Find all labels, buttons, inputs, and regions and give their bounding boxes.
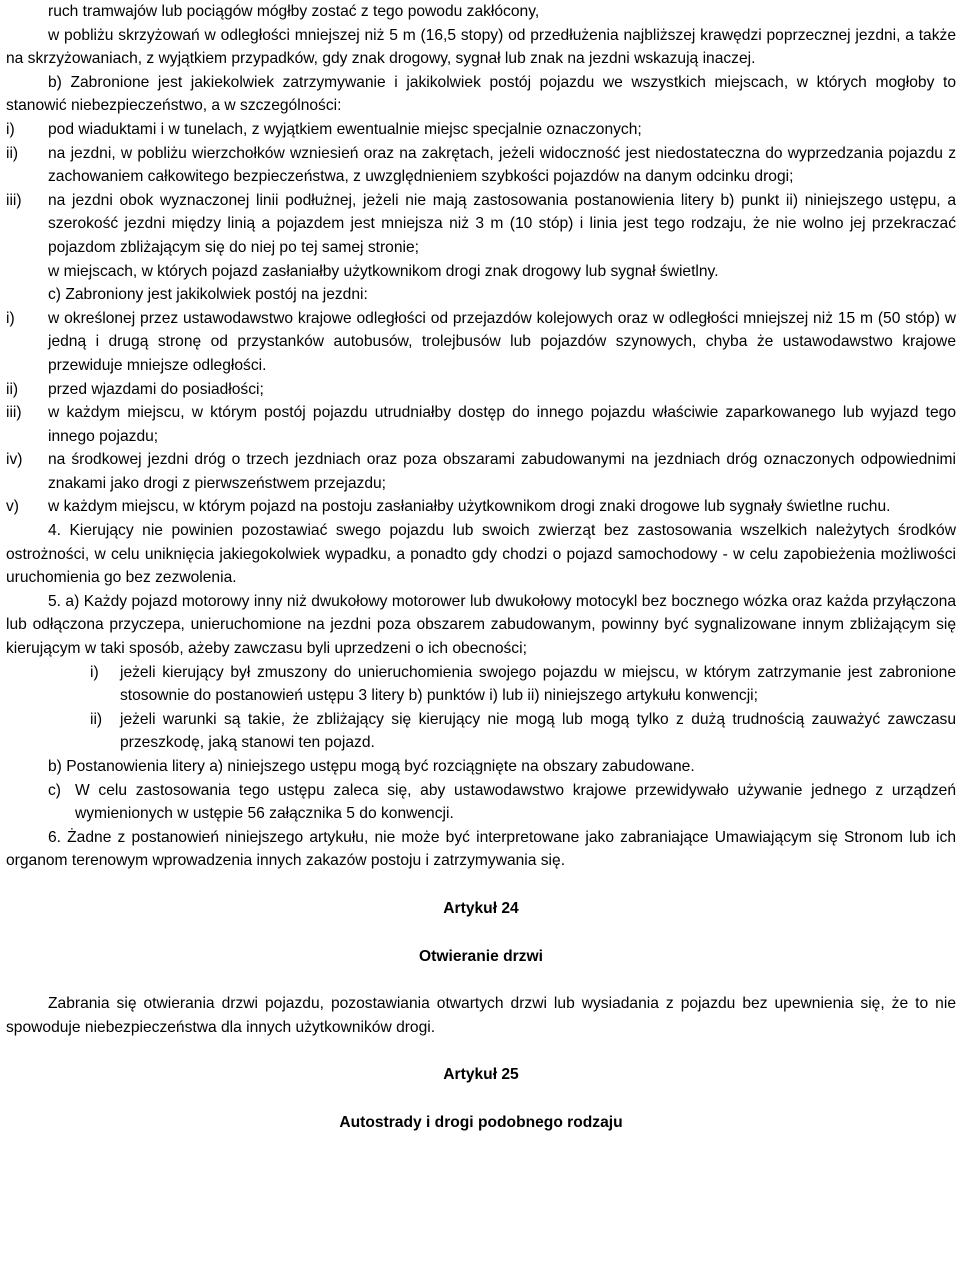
list-text: w każdym miejscu, w którym pojazd na postoju zasłaniałby użytkownikom drogi znaki drogowe lub sygnały świetlne ruchu. — [48, 498, 891, 516]
list-label: c) — [48, 781, 61, 799]
paragraph-b-tail: w miejscach, w których pojazd zasłaniałby użytkownikom drogi znak drogowy lub sygnał świetlny. — [48, 262, 719, 280]
paragraph-5a: 5. a) Każdy pojazd motorowy inny niż dwukołowy motorower lub dwukołowy motocykl bez bocznego wózka oraz każda przyłączona lub odłączona przyczepa, unieruchomione na jezdni poza obszarem zabudowanym, powinny być sygnalizowane innym zbliżającym się kierującym w taki sposób, ażeby zawczasu byli uprzedzeni o ich obecności; — [6, 592, 956, 658]
list-item — [6, 401, 956, 448]
paragraph-c: c) Zabroniony jest jakikolwiek postój na jezdni: — [48, 286, 368, 304]
list-label: iii) — [6, 191, 22, 209]
list-text: jeżeli warunki są takie, że zbliżający się kierujący nie mogą lub mogą tylko z dużą trudnością zauważyć zawczasu przeszkodę, jaką stanowi ten pojazd. — [120, 710, 956, 752]
list-text: W celu zastosowania tego ustępu zaleca się, aby ustawodawstwo krajowe przewidywało używanie jednego z urządzeń wymienionych w ustępie 56 załącznika 5 do konwencji. — [75, 781, 956, 823]
paragraph-5b: b) Postanowienia litery a) niniejszego ustępu mogą być rozciągnięte na obszary zabudowane. — [48, 758, 695, 775]
list-text: w każdym miejscu, w którym postój pojazdu utrudniałby dostęp do innego pojazdu właściwie zaparkowanego lub wyjazd tego innego pojazdu; — [48, 404, 956, 445]
article-24-title: Otwieranie drzwi — [419, 947, 543, 965]
list-item — [6, 661, 956, 708]
list-item — [6, 118, 956, 142]
paragraph-6: 6. Żadne z postanowień niniejszego artykułu, nie może być interpretowane jako zabraniające Umawiającym się Stronom lub ich organom terenowym wprowadzenia innych zakazów postoju i zatrzymywania się. — [6, 828, 956, 870]
intro-line-2: w pobliżu skrzyżowań w odległości mniejszej niż 5 m (16,5 stopy) od przedłużenia najbliższej krawędzi poprzecznej jezdni, a także na skrzyżowaniach, z wyjątkiem przypadków, gdy znak drogowy, sygnał lub znak na jezdni wskazują inaczej. — [6, 26, 956, 68]
article-24-body: Zabrania się otwierania drzwi pojazdu, pozostawiania otwartych drzwi lub wysiadania z pojazdu bez upewnienia się, że to nie spowoduje niebezpieczeństwa dla innych użytkowników drogi. — [6, 995, 956, 1036]
paragraph-5c — [6, 779, 956, 826]
list-text: pod wiaduktami i w tunelach, z wyjątkiem ewentualnie miejsc specjalnie oznaczonych; — [48, 120, 642, 138]
list-item — [6, 495, 956, 519]
list-item — [6, 378, 956, 402]
list-text: jeżeli kierujący był zmuszony do unieruchomienia swojego pojazdu w miejscu, w którym zatrzymanie jest zabronione stosownie do postanowień ustępu 3 litery b) punktów i) lub ii) niniejszego artykułu konwencji; — [120, 663, 956, 705]
list-label: v) — [6, 498, 19, 516]
list-item — [6, 448, 956, 495]
list-label: i) — [90, 663, 99, 681]
list-label: ii) — [6, 380, 19, 398]
paragraph-4: 4. Kierujący nie powinien pozostawiać swego pojazdu lub swoich zwierząt bez zastosowania wszelkich należytych środków ostrożności, w celu uniknięcia jakiegokolwiek wypadku, a ponadto gdy chodzi o pojazd samochodowy - w celu zapobieżenia możliwości uruchomienia go bez zezwolenia. — [6, 522, 956, 587]
list-item — [6, 307, 956, 378]
list-label: i) — [6, 120, 15, 138]
list-label: iii) — [6, 404, 22, 422]
list-item — [6, 142, 956, 189]
list-item — [6, 708, 956, 755]
article-24-heading: Artykuł 24 — [443, 899, 519, 917]
list-text: przed wjazdami do posiadłości; — [48, 380, 264, 398]
list-item — [6, 189, 956, 260]
paragraph-b: b) Zabronione jest jakiekolwiek zatrzymywanie i jakikolwiek postój pojazdu we wszystkich miejscach, w których mogłoby to stanowić niebezpieczeństwo, a w szczególności: — [6, 73, 956, 115]
list-text: w określonej przez ustawodawstwo krajowe odległości od przejazdów kolejowych oraz w odległości mniejszej niż 15 m (50 stóp) w jedną i drugą stronę od przystanków autobusów, trolejbusów lub pojazdów szynowych, chyba że ustawodawstwo krajowe przewiduje mniejsze odległości. — [48, 309, 956, 374]
list-text: na jezdni obok wyznaczonej linii podłużnej, jeżeli nie mają zastosowania postanowienia litery b) punkt ii) niniejszego ustępu, a szerokość jezdni między linią a pojazdem jest mniejsza niż 3 m (10 stóp) i linia jest tego rodzaju, że nie wolno jej przekraczać pojazdom zbliżającym się do niej po tej samej stronie; — [48, 191, 956, 256]
intro-line-1: ruch tramwajów lub pociągów mógłby zostać z tego powodu zakłócony, — [48, 3, 540, 20]
list-label: ii) — [90, 710, 103, 728]
list-label: i) — [6, 309, 15, 327]
article-25-heading: Artykuł 25 — [443, 1066, 519, 1084]
list-text: na środkowej jezdni dróg o trzech jezdniach oraz poza obszarami zabudowanymi na jezdniach dróg oznaczonych odpowiednimi znakami jako drogi z pierwszeństwem przejazdu; — [48, 451, 956, 492]
list-text: na jezdni, w pobliżu wierzchołków wzniesień oraz na zakrętach, jeżeli widoczność jest niedostateczna do wyprzedzania pojazdu z zachowaniem całkowitego bezpieczeństwa, z uwzględnieniem szybkości pojazdów na danym odcinku drogi; — [48, 144, 956, 186]
list-label: iv) — [6, 451, 23, 469]
article-25-title: Autostrady i drogi podobnego rodzaju — [339, 1113, 623, 1131]
list-label: ii) — [6, 144, 19, 162]
